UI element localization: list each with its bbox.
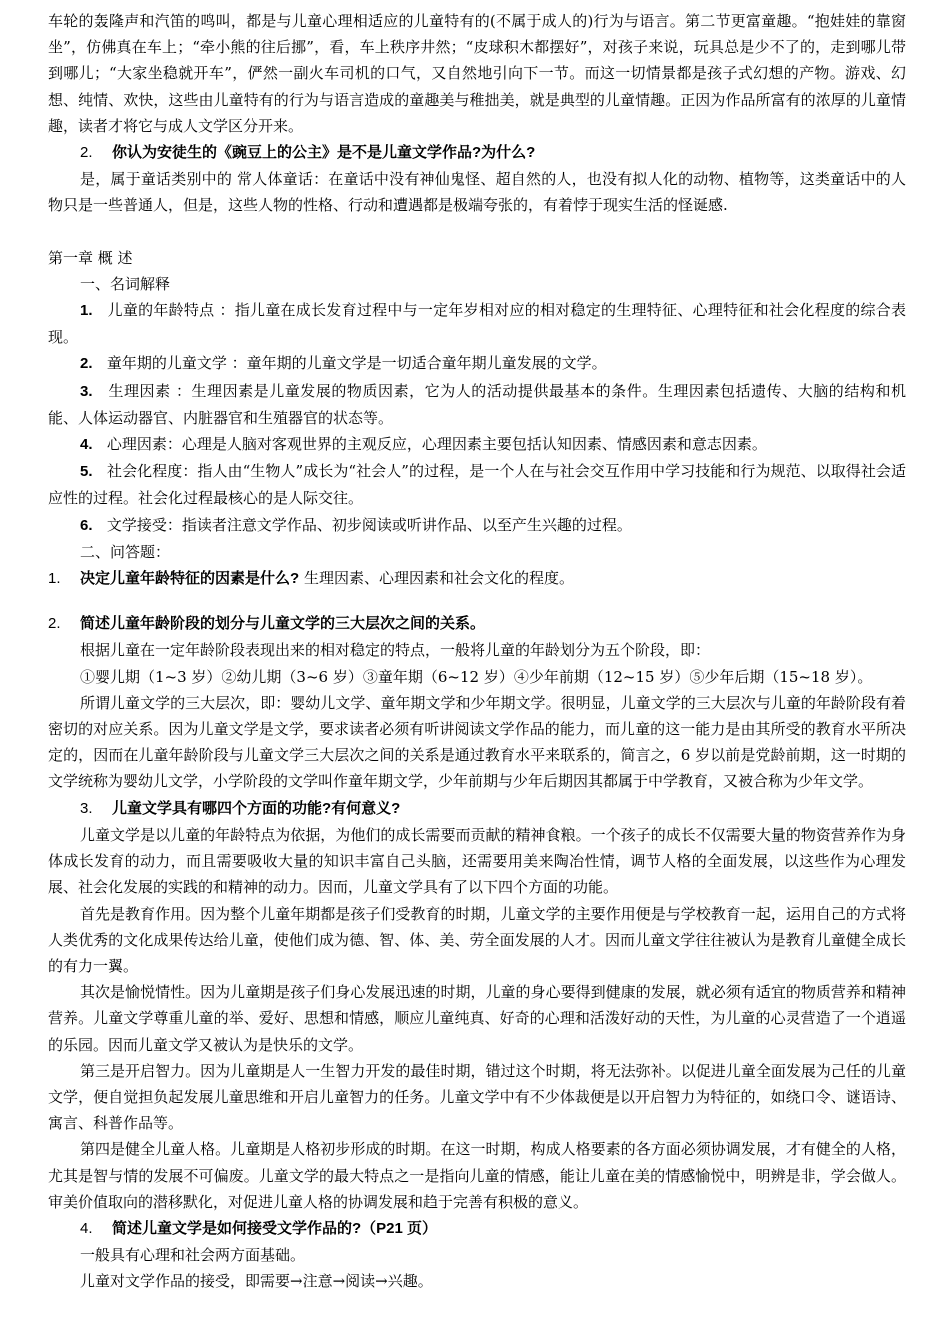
intro-answer-2: 是，属于童话类别中的 常人体童话：在童话中没有神仙鬼怪、超自然的人，也没有拟人化的动物、植物等，这类童话中的人物只是一些普通人，但是，这些人物的性格、行动和遭遇都是极端夸张的，有着悖于现实生活的怪诞感.: [48, 170, 906, 215]
qa-question-4: [48, 1215, 906, 1242]
term-item-4: [48, 431, 906, 458]
question-text: 简述儿童文学是如何接受文学作品的?（P21 页）: [112, 1219, 438, 1237]
term-text: 童年期的儿童文学 ：童年期的儿童文学是一切适合童年期儿童发展的文学。: [106, 354, 607, 373]
term-number: 4.: [80, 436, 93, 454]
question-text: 决定儿童年龄特征的因素是什么?: [80, 570, 300, 588]
intro-question-2: [48, 139, 906, 166]
answer-paragraph: 儿童对文学作品的接受，即需要→注意→阅读→兴趣。: [80, 1272, 433, 1291]
term-number: 1.: [80, 302, 93, 320]
answer-paragraph: 儿童文学是以儿童的年龄特点为依据，为他们的成长需要而贡献的精神食粮。一个孩子的成长不仅需要大量的物资营养作为身体成长发育的动力，而且需要吸收大量的知识丰富自己头脑，还需要用美来陶冶性情，调节人格的全面发展，以这些作为心理发展、社会化发展的实践的和精神的动力。因而，儿童文学具有了以下四个方面的功能。: [48, 825, 906, 897]
qa-question-2: [48, 610, 906, 637]
answer-paragraph: 一般具有心理和社会两方面基础。: [80, 1246, 306, 1265]
term-text: 心理因素：心理是人脑对客观世界的主观反应，心理因素主要包括认知因素、情感因素和意志因素。: [106, 435, 767, 454]
answer-paragraph: 所谓儿童文学的三大层次，即：婴幼儿文学、童年期文学和少年期文学。很明显，儿童文学的三大层次与儿童的年龄阶段有着密切的对应关系。因为儿童文学是文学，要求读者必须有听讲阅读文学作品的能力，而儿童的这一能力是由其所受的教育水平所决定的，因而在儿童年龄阶段与儿童文学三大层次之间的关系是通过教育水平来联系的，简言之，6 岁以前是党龄前期，这一时期的文学统称为婴幼儿文学，小学阶段的文学叫作童年期文学，少年前期与少年后期因其都属于中学教育，又被合称为少年文学。: [48, 693, 906, 791]
chapter-title: 第一章 概 述: [48, 248, 133, 267]
answer-paragraph: 其次是愉悦情性。因为儿童期是孩子们身心发展迅速的时期，儿童的身心要得到健康的发展，就必须有适宜的物质营养和精神营养。儿童文学尊重儿童的举、爱好、思想和情感，顺应儿童纯真、好奇的心理和活泼好动的天性，为儿童的心灵营造了一个逍遥的乐园。因而儿童文学又被认为是快乐的文学。: [48, 983, 906, 1054]
term-number: 6.: [80, 516, 93, 534]
qa-question-1: [48, 565, 906, 592]
question-number: 4.: [80, 1219, 93, 1237]
term-item-2: [48, 350, 906, 377]
question-number: 3.: [80, 799, 93, 817]
term-text: 儿童的年龄特点 ：指儿童在成长发育过程中与一定年岁相对应的相对稳定的生理特征、心理特征和社会化程度的综合表现。: [48, 301, 906, 347]
answer-paragraph: 首先是教育作用。因为整个儿童年期都是孩子们受教育的时期，儿童文学的主要作用便是与学校教育一起，运用自己的方式将人类优秀的文化成果传达给儿童，使他们成为德、智、体、美、劳全面发展的人才。因而儿童文学往往被认为是教育儿童健全成长的有力一翼。: [48, 904, 906, 975]
document-page: [48, 8, 906, 1295]
qa-question-3: [48, 795, 906, 822]
spacer: [48, 592, 906, 610]
intro-paragraph: 车轮的轰隆声和汽笛的鸣叫，都是与儿童心理相适应的儿童特有的(不属于成人的)行为与语言。第二节更富童趣。“抱娃娃的靠窗坐”，仿佛真在车上；“牵小熊的往后挪”，看，车上秩序井然；“皮球积木都摆好”，对孩子来说，玩具总是少不了的，走到哪儿带到哪儿；“大家坐稳就开车”，俨然一副火车司机的口气，又自然地引向下一节。而这一切情景都是孩子式幻想的产物。游戏、幻想、纯情、欢快，这些由儿童特有的行为与语言造成的童趣美与稚拙美，就是典型的儿童情趣。正因为作品所富有的浓厚的儿童情趣，读者才将它与成人文学区分开来。: [48, 12, 906, 135]
answer-paragraph: 根据儿童在一定年龄阶段表现出来的相对稳定的特点，一般将儿童的年龄划分为五个阶段，即：: [80, 641, 711, 660]
term-number: 5.: [80, 463, 93, 481]
term-number: 3.: [80, 382, 93, 400]
answer-paragraph: 第三是开启智力。因为儿童期是人一生智力开发的最佳时期，错过这个时期，将无法弥补。以促进儿童全面发展为己任的儿童文学，便自觉担负起发展儿童思维和开启儿童智力的任务。儿童文学中有不少体裁便是以开启智力为特征的，如绕口令、谜语诗、寓言、科普作品等。: [48, 1061, 906, 1133]
question-text: 你认为安徒生的《豌豆上的公主》是不是儿童文学作品?为什么?: [112, 144, 536, 162]
term-item-6: [48, 512, 906, 539]
term-item-5: [48, 458, 906, 511]
term-text: 社会化程度：指人由“生物人”成长为“社会人”的过程，是一个人在与社会交互作用中学习技能和行为规范、以取得社会适应性的过程。社会化过程最核心的是人际交往。: [48, 462, 906, 508]
term-text: 生理因素 ：生理因素是儿童发展的物质因素，它为人的活动提供最基本的条件。生理因素包括遗传、大脑的结构和机能、人体运动器官、内脏器官和生殖器官的状态等。: [48, 381, 906, 427]
question-text: 儿童文学具有哪四个方面的功能?有何意义?: [112, 799, 401, 817]
section-heading-qa: 二、问答题：: [80, 542, 171, 561]
answer-paragraph: 第四是健全儿童人格。儿童期是人格初步形成的时期。在这一时期，构成人格要素的各方面必须协调发展，才有健全的人格，尤其是智与情的发展不可偏废。儿童文学的最大特点之一是指向儿童的情感，能让儿童在美的情感愉悦中，明辨是非，学会做人。审美价值取向的潜移默化，对促进儿童人格的协调发展和趋于完善有积极的意义。: [48, 1140, 906, 1211]
question-number: 1.: [48, 570, 61, 588]
question-text: 简述儿童年龄阶段的划分与儿童文学的三大层次之间的关系。: [80, 615, 486, 633]
question-number: 2.: [48, 615, 61, 633]
question-answer: 生理因素、心理因素和社会文化的程度。: [299, 569, 574, 588]
term-number: 2.: [80, 355, 93, 373]
section-heading-terms: 一、名词解释: [80, 274, 171, 293]
term-item-1: [48, 297, 906, 350]
spacer: [48, 219, 906, 245]
term-text: 文学接受：指读者注意文学作品、初步阅读或听讲作品、以至产生兴趣的过程。: [106, 515, 632, 534]
question-number: 2.: [80, 144, 93, 162]
answer-paragraph: ①婴儿期（1~3 岁）②幼儿期（3~6 岁）③童年期（6~12 岁）④少年前期（12~15 岁）⑤少年后期（15~18 岁）。: [80, 667, 873, 686]
term-item-3: [48, 378, 906, 431]
